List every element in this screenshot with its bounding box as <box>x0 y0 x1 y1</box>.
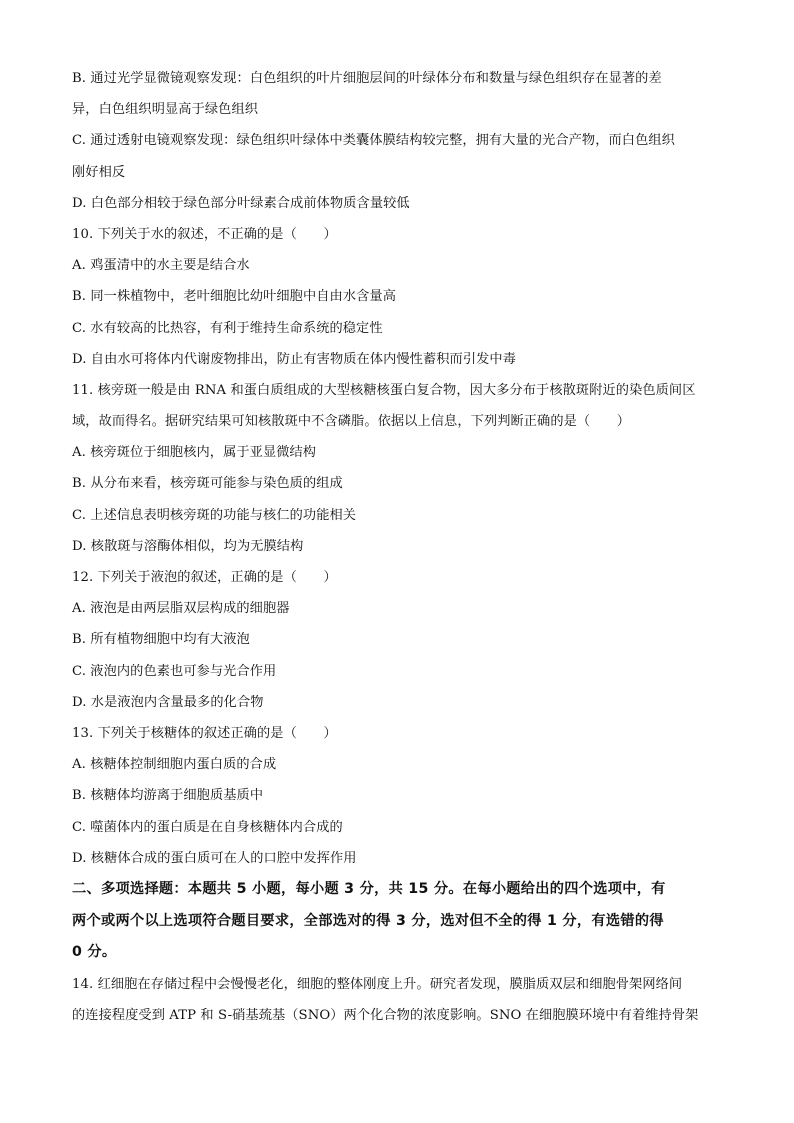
q12-option-d: D. 水是液泡内含量最多的化合物 <box>72 694 264 710</box>
q11-option-d: D. 核散斑与溶酶体相似，均为无膜结构 <box>72 538 304 554</box>
q10-option-d: D. 自由水可将体内代谢废物排出，防止有害物质在体内慢性蓄积而引发中毒 <box>72 351 516 367</box>
q13-stem: 13. 下列关于核糖体的叙述正确的是（ ） <box>72 725 337 741</box>
q11-option-c: C. 上述信息表明核旁斑的功能与核仁的功能相关 <box>72 507 357 523</box>
q9-option-b-line1: B. 通过光学显微镜观察发现：白色组织的叶片细胞层间的叶绿体分布和数量与绿色组织存在显著的差 <box>72 71 662 86</box>
q9-option-c-line2: 刚好相反 <box>72 164 126 180</box>
section-heading-line1: 二、多项选择题：本题共 5 小题，每小题 3 分，共 15 分。在每小题给出的四个选项中，有 <box>72 880 666 897</box>
q10-stem: 10. 下列关于水的叙述，不正确的是（ ） <box>72 226 337 242</box>
q13-option-d: D. 核糖体合成的蛋白质可在人的口腔中发挥作用 <box>72 850 357 866</box>
q9-option-c-line1: C. 通过透射电镜观察发现：绿色组织叶绿体中类囊体膜结构较完整，拥有大量的光合产物，而白色组织 <box>72 133 675 149</box>
q14-stem-line2: 的连接程度受到 ATP 和 S-硝基巯基（SNO）两个化合物的浓度影响。SNO 在细胞膜环境中有着维持骨架 <box>72 1008 699 1024</box>
q10-option-b: B. 同一株植物中，老叶细胞比幼叶细胞中自由水含量高 <box>72 289 396 305</box>
q11-stem-line1: 11. 核旁斑一般是由 RNA 和蛋白质组成的大型核糖核蛋白复合物，因大多分布于核散斑附近的染色质间区 <box>72 382 696 398</box>
q11-option-b: B. 从分布来看，核旁斑可能参与染色质的组成 <box>72 476 343 492</box>
q11-option-a: A. 核旁斑位于细胞核内，属于亚显微结构 <box>72 445 317 461</box>
q13-option-c: C. 噬菌体内的蛋白质是在自身核糖体内合成的 <box>72 819 343 835</box>
q9-option-d: D. 白色部分相较于绿色部分叶绿素合成前体物质含量较低 <box>72 195 410 211</box>
q12-option-c: C. 液泡内的色素也可参与光合作用 <box>72 663 277 679</box>
q10-option-c: C. 水有较高的比热容，有利于维持生命系统的稳定性 <box>72 320 383 336</box>
q9-option-b-line2: 异，白色组织明显高于绿色组织 <box>72 102 259 118</box>
q10-option-a: A. 鸡蛋清中的水主要是结合水 <box>72 258 250 274</box>
q14-stem-line1: 14. 红细胞在存储过程中会慢慢老化，细胞的整体刚度上升。研究者发现，膜脂质双层和细胞骨架网络间 <box>72 977 683 993</box>
q12-option-a: A. 液泡是由两层脂双层构成的细胞器 <box>72 601 290 617</box>
q13-option-b: B. 核糖体均游离于细胞质基质中 <box>72 788 264 804</box>
q12-stem: 12. 下列关于液泡的叙述，正确的是（ ） <box>72 570 337 585</box>
section-heading-line3: 0 分。 <box>72 944 117 961</box>
section-heading-line2: 两个或两个以上选项符合题目要求，全部选对的得 3 分，选对但不全的得 1 分，有选错的得 <box>72 912 664 929</box>
q12-option-b: B. 所有植物细胞中均有大液泡 <box>72 632 250 648</box>
q13-option-a: A. 核糖体控制细胞内蛋白质的合成 <box>72 757 277 773</box>
document-page <box>72 63 726 1032</box>
q11-stem-line2: 域，故而得名。据研究结果可知核散斑中不含磷脂。依据以上信息，下列判断正确的是（ ） <box>72 414 631 430</box>
